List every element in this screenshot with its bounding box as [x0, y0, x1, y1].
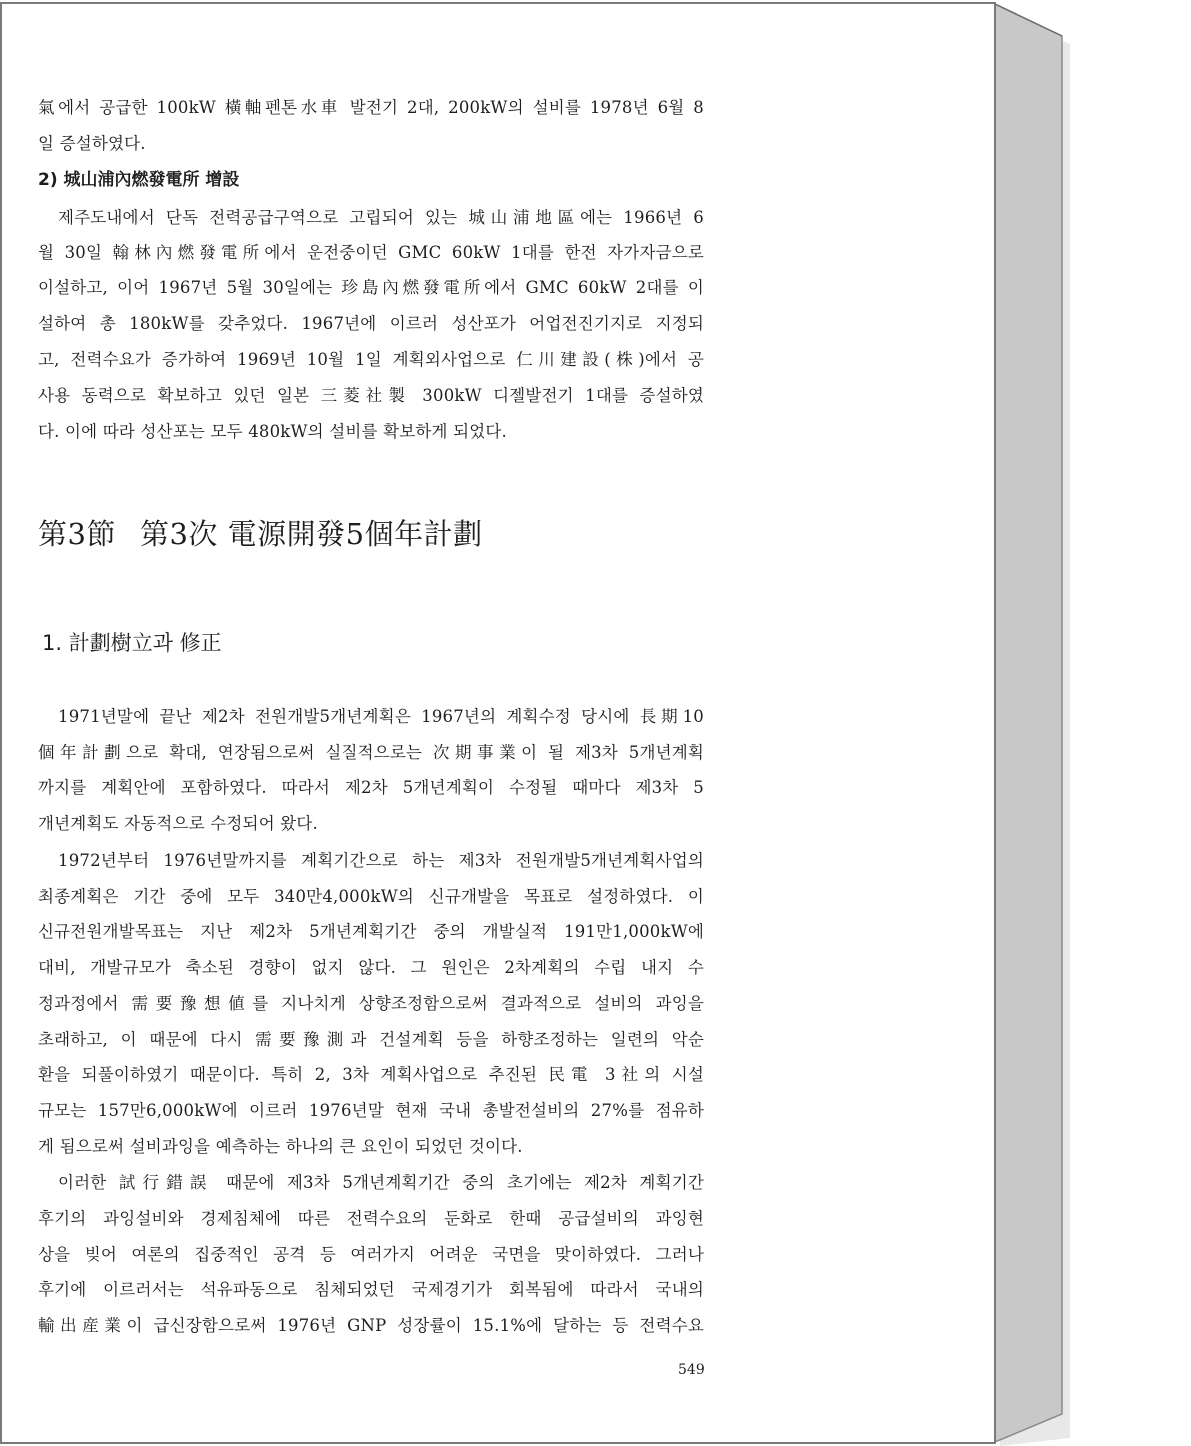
book-side-edge [995, 4, 1062, 1442]
text-line: 고, 전력수요가 증가하여 1969년 10월 1일 계획외사업으로 仁川建設(株)에서 공 [38, 350, 704, 369]
text-line: 게 됨으로써 설비과잉을 예측하는 하나의 큰 요인이 되었던 것이다. [38, 1137, 523, 1156]
text-line: 제주도내에서 단독 전력공급구역으로 고립되어 있는 城山浦地區에는 1966년 6 [58, 208, 704, 227]
text-line: 氣에서 공급한 100kW 橫軸펜톤水車 발전기 2대, 200kW의 설비를 1978년 6월 8 [38, 98, 704, 117]
text-line: 개년계획도 자동적으로 수정되어 왔다. [38, 814, 319, 833]
text-line: 정과정에서 需要豫想値를 지나치게 상향조정함으로써 결과적으로 설비의 과잉을 [38, 994, 704, 1013]
section-title [38, 512, 483, 553]
text-line: 이러한 試行錯誤 때문에 제3차 5개년계획기간 중의 초기에는 제2차 계획기간 [58, 1173, 704, 1192]
text-line: 까지를 계획안에 포함하였다. 따라서 제2차 5개년계획이 수정될 때마다 제3차 5 [38, 778, 704, 797]
text-line: 규모는 157만6,000kW에 이르러 1976년말 현재 국내 총발전설비의 27%를 점유하 [38, 1101, 704, 1120]
text-line: 신규전원개발목표는 지난 제2차 5개년계획기간 중의 개발실적 191만1,000kW에 [38, 922, 704, 941]
text-line: 이설하고, 이어 1967년 5월 30일에는 珍島內燃發電所에서 GMC 60kW 2대를 이 [38, 278, 704, 297]
section-number: 第3節 [38, 517, 116, 551]
document-page [2, 2, 994, 1442]
subsection-heading: 2) 城山浦內燃發電所 增設 [38, 170, 240, 190]
text-line: 최종계획은 기간 중에 모두 340만4,000kW의 신규개발을 목표로 설정하였다. 이 [38, 887, 704, 906]
text-line: 輸出産業이 급신장함으로써 1976년 GNP 성장률이 15.1%에 달하는 등 전력수요 [38, 1316, 704, 1335]
page-number: 549 [678, 1362, 705, 1378]
text-line: 설하여 총 180kW를 갖추었다. 1967년에 이르러 성산포가 어업전진기지로 지정되 [38, 314, 704, 333]
text-line: 월 30일 翰林內燃發電所에서 운전중이던 GMC 60kW 1대를 한전 자가자금으로 [38, 243, 704, 262]
text-line: 1972년부터 1976년말까지를 계획기간으로 하는 제3차 전원개발5개년계획사업의 [58, 851, 704, 870]
text-line: 초래하고, 이 때문에 다시 需要豫測과 건설계획 등을 하향조정하는 일련의 악순 [38, 1030, 704, 1049]
text-line: 후기에 이르러서는 석유파동으로 침체되었던 국제경기가 회복됨에 따라서 국내의 [38, 1280, 704, 1299]
text-line: 일 증설하였다. [38, 134, 146, 153]
text-line: 1971년말에 끝난 제2차 전원개발5개년계획은 1967년의 계획수정 당시에 長期10 [58, 707, 704, 726]
text-line: 상을 빚어 여론의 집중적인 공격 등 여러가지 어려운 국면을 맞이하였다. 그러나 [38, 1245, 704, 1264]
text-line: 환을 되풀이하였기 때문이다. 특히 2, 3차 계획사업으로 추진된 民電 3社의 시설 [38, 1065, 704, 1084]
text-line: 대비, 개발규모가 축소된 경향이 없지 않다. 그 원인은 2차계획의 수립 내지 수 [38, 958, 704, 977]
text-line: 個年計劃으로 확대, 연장됨으로써 실질적으로는 次期事業이 될 제3차 5개년계획 [38, 743, 704, 762]
text-line: 다. 이에 따라 성산포는 모두 480kW의 설비를 확보하게 되었다. [38, 422, 507, 441]
text-line: 후기의 과잉설비와 경제침체에 따른 전력수요의 둔화로 한때 공급설비의 과잉현 [38, 1209, 704, 1228]
subsection-title: 1. 計劃樹立과 修正 [42, 631, 222, 655]
text-line: 사용 동력으로 확보하고 있던 일본 三菱社製 300kW 디젤발전기 1대를 증설하였 [38, 386, 704, 405]
section-name: 第3次 電源開發5個年計劃 [139, 517, 483, 551]
